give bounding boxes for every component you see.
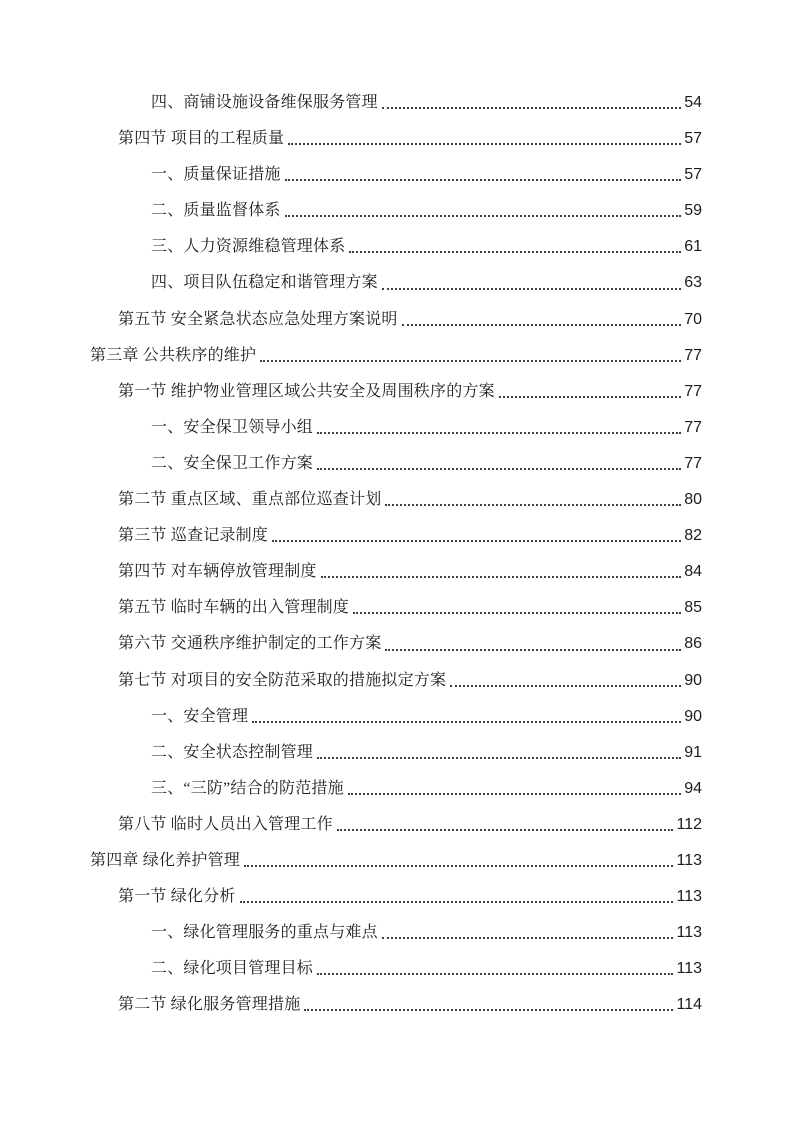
toc-entry-page-number: 113: [676, 960, 702, 978]
toc-entry-page-number: 114: [676, 996, 702, 1014]
dot-leader: [285, 215, 682, 217]
toc-entry-title: 二、质量监督体系: [151, 202, 281, 220]
toc-entry-page-number: 54: [684, 94, 702, 111]
toc-entry[interactable]: [151, 157, 702, 193]
toc-entry-title: 一、安全管理: [151, 707, 249, 725]
toc-entry-title: 第四章 绿化养护管理: [90, 851, 241, 869]
toc-entry-page-number: 94: [684, 779, 702, 797]
toc-entry[interactable]: [151, 771, 702, 807]
toc-entry-page-number: 86: [684, 635, 702, 653]
dot-leader: [272, 540, 681, 542]
dot-leader: [285, 179, 682, 181]
toc-entry[interactable]: [151, 410, 702, 446]
toc-entry-title: 四、商铺设施设备维保服务管理: [151, 94, 378, 111]
toc-entry[interactable]: [118, 121, 702, 157]
toc-entry-title: 第五节 安全紧急状态应急处理方案说明: [118, 310, 398, 328]
toc-entry[interactable]: [151, 446, 702, 482]
toc-entry-page-number: 112: [676, 815, 702, 833]
toc-entry[interactable]: [151, 699, 702, 735]
toc-entry-page-number: 113: [676, 924, 702, 942]
dot-leader: [382, 107, 681, 109]
toc-entry-page-number: 77: [684, 454, 702, 472]
toc-entry-title: 第一节 维护物业管理区域公共安全及周围秩序的方案: [118, 382, 495, 400]
toc-entry-title: 第三章 公共秩序的维护: [90, 346, 257, 364]
dot-leader: [317, 757, 681, 759]
toc-entry-title: 一、质量保证措施: [151, 166, 281, 184]
toc-entry-page-number: 90: [684, 671, 702, 689]
dot-leader: [450, 685, 681, 687]
toc-entry-page-number: 113: [676, 851, 702, 869]
dot-leader: [385, 649, 681, 651]
toc-entry-title: 第二节 重点区域、重点部位巡查计划: [118, 491, 382, 509]
toc-entry-title: 二、安全保卫工作方案: [151, 454, 314, 472]
toc-entry-title: 第八节 临时人员出入管理工作: [118, 815, 333, 833]
dot-leader: [304, 1009, 673, 1011]
toc-entry-page-number: 84: [684, 563, 702, 581]
toc-entry[interactable]: [90, 338, 702, 374]
toc-entry[interactable]: [151, 229, 702, 265]
toc-entry[interactable]: [151, 85, 702, 121]
dot-leader: [317, 432, 681, 434]
toc-entry-title: 一、绿化管理服务的重点与难点: [151, 924, 378, 942]
dot-leader: [240, 901, 674, 903]
dot-leader: [353, 612, 681, 614]
toc-entry-title: 第七节 对项目的安全防范采取的措施拟定方案: [118, 671, 447, 689]
toc-entry-page-number: 57: [684, 166, 702, 184]
toc-entry-title: 一、安全保卫领导小组: [151, 418, 314, 436]
toc-entry-title: 三、“三防”结合的防范措施: [151, 779, 344, 797]
dot-leader: [317, 973, 673, 975]
toc-entry[interactable]: [118, 518, 702, 554]
toc-entry-title: 二、绿化项目管理目标: [151, 960, 314, 978]
toc-entry-page-number: 77: [684, 382, 702, 400]
dot-leader: [382, 937, 674, 939]
toc-entry[interactable]: [118, 554, 702, 590]
toc-entry-title: 三、人力资源维稳管理体系: [151, 238, 346, 256]
dot-leader: [402, 324, 682, 326]
toc-entry[interactable]: [151, 951, 702, 987]
dot-leader: [337, 829, 674, 831]
toc-entry[interactable]: [118, 626, 702, 662]
toc-entry-title: 第四节 对车辆停放管理制度: [118, 563, 317, 581]
toc-entry[interactable]: [151, 265, 702, 301]
dot-leader: [260, 360, 681, 362]
toc-entry[interactable]: [118, 987, 702, 1023]
toc-entry-page-number: 59: [684, 202, 702, 220]
toc-entry-title: 第六节 交通秩序维护制定的工作方案: [118, 635, 382, 653]
toc-entry-page-number: 77: [684, 418, 702, 436]
toc-entry-page-number: 80: [684, 491, 702, 509]
toc-entry-page-number: 70: [684, 310, 702, 328]
toc-entry[interactable]: [118, 663, 702, 699]
dot-leader: [317, 468, 681, 470]
toc-entry[interactable]: [90, 843, 702, 879]
dot-leader: [252, 721, 681, 723]
toc-entry-page-number: 82: [684, 527, 702, 545]
dot-leader: [244, 865, 673, 867]
toc-entry-title: 第一节 绿化分析: [118, 888, 236, 906]
toc-entry[interactable]: [118, 302, 702, 338]
toc-entry-page-number: 63: [684, 274, 702, 292]
toc-entry-page-number: 85: [684, 599, 702, 617]
dot-leader: [348, 793, 681, 795]
toc-entry-page-number: 77: [684, 346, 702, 364]
toc-entry-title: 第二节 绿化服务管理措施: [118, 996, 301, 1014]
dot-leader: [499, 396, 681, 398]
toc-entry[interactable]: [151, 735, 702, 771]
dot-leader: [382, 288, 681, 290]
toc-entry-page-number: 61: [684, 238, 702, 256]
toc-entry-page-number: 90: [684, 707, 702, 725]
toc-entry[interactable]: [118, 807, 702, 843]
toc-entry-title: 第四节 项目的工程质量: [118, 130, 285, 148]
toc-entry-page-number: 113: [676, 888, 702, 906]
toc-entry[interactable]: [118, 590, 702, 626]
toc-entry-page-number: 91: [684, 743, 702, 761]
toc-entry[interactable]: [151, 915, 702, 951]
toc-entry[interactable]: [151, 193, 702, 229]
dot-leader: [321, 576, 682, 578]
toc-entry[interactable]: [118, 374, 702, 410]
dot-leader: [349, 251, 681, 253]
toc-entry-title: 第三节 巡查记录制度: [118, 527, 269, 545]
toc-entry-page-number: 57: [684, 130, 702, 148]
toc-entry-title: 第五节 临时车辆的出入管理制度: [118, 599, 350, 617]
dot-leader: [288, 143, 681, 145]
toc-entry[interactable]: [118, 482, 702, 518]
toc-entry[interactable]: [118, 879, 702, 915]
toc-entry-title: 四、项目队伍稳定和谐管理方案: [151, 274, 378, 292]
dot-leader: [385, 504, 681, 506]
toc-entry-title: 二、安全状态控制管理: [151, 743, 314, 761]
